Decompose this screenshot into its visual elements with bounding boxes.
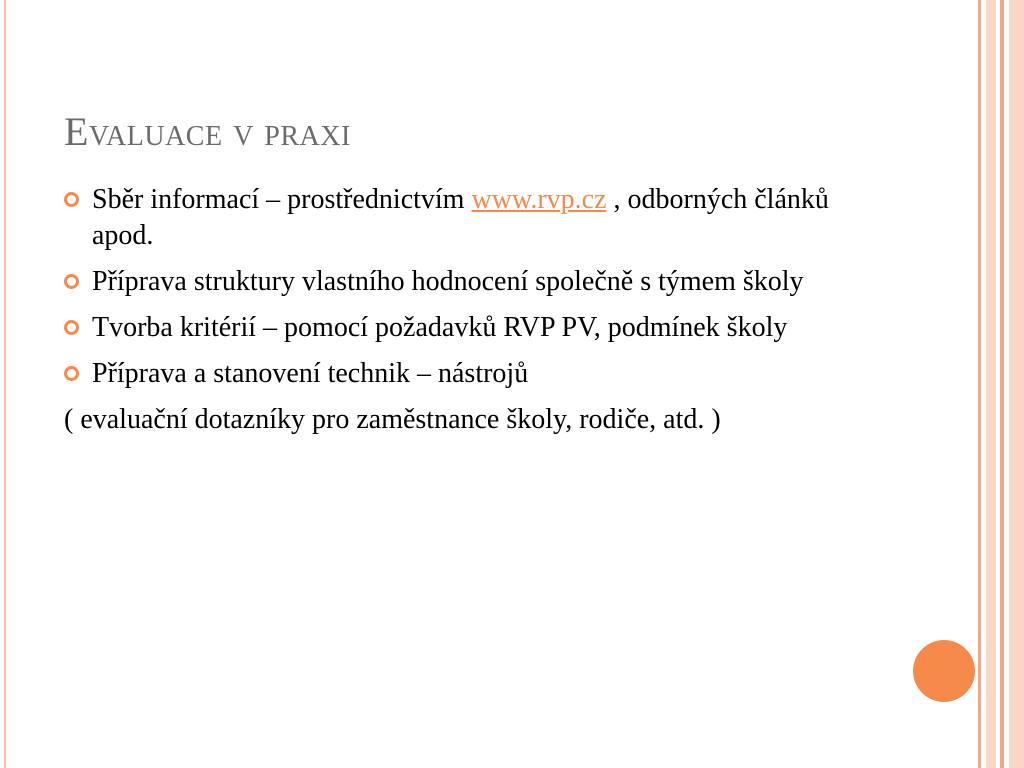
stripe-2 [986, 0, 996, 768]
bullet-text: Příprava a stanovení technik – nástrojů [92, 358, 529, 389]
circle-bullet-icon [64, 366, 79, 381]
bullet-list [64, 182, 864, 438]
circle-bullet-icon [64, 320, 79, 335]
list-item [64, 310, 864, 346]
bullet-text-after: , odborných článků apod. [92, 184, 829, 251]
list-item [64, 356, 864, 392]
stripe-1 [978, 0, 981, 768]
slide-title: Evaluace v praxi [64, 109, 351, 154]
right-decorative-stripes [978, 0, 1024, 768]
bullet-text-before: Sběr informací – prostřednictvím [92, 184, 472, 215]
bullet-text: Příprava struktury vlastního hodnocení společně s týmem školy [92, 266, 804, 297]
rvp-link[interactable]: www.rvp.cz [471, 184, 607, 215]
stripe-4 [1009, 0, 1024, 768]
left-border-line [4, 0, 6, 768]
stripe-3 [1000, 0, 1004, 768]
circle-bullet-icon [64, 274, 79, 289]
note-paragraph: ( evaluační dotazníky pro zaměstnance školy, rodiče, atd. ) [64, 404, 721, 435]
orange-circle-ornament [913, 640, 975, 702]
bullet-text: Tvorba kritérií – pomocí požadavků RVP PV, podmínek školy [92, 312, 788, 343]
circle-bullet-icon [64, 192, 79, 207]
list-item [64, 264, 864, 300]
list-item [64, 182, 864, 254]
